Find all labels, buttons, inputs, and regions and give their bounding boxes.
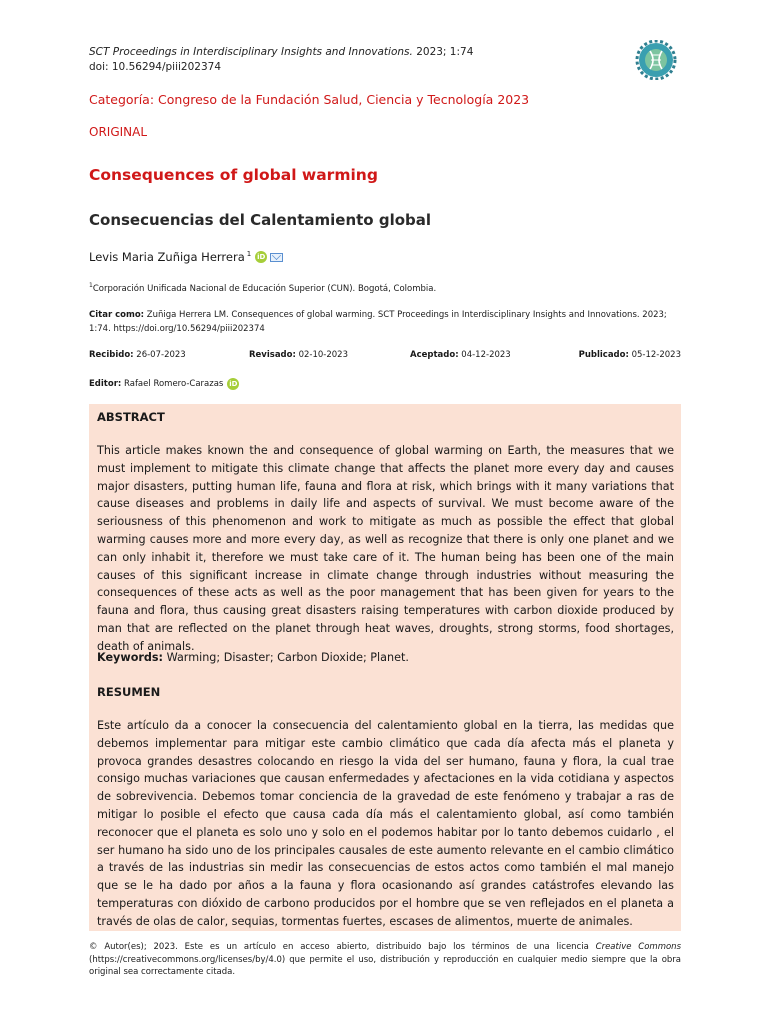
date-published (579, 350, 681, 360)
journal-header (89, 45, 473, 75)
keywords-text: Warming; Disaster; Carbon Dioxide; Planet. (166, 651, 409, 664)
article-type: ORIGINAL (89, 125, 148, 139)
keywords (97, 649, 674, 667)
citation (89, 308, 681, 336)
affiliation-mark: 1 (89, 282, 93, 289)
received-label: Recibido: (89, 350, 134, 360)
title-english: Consequences of global warming (89, 166, 378, 184)
editor-name: Rafael Romero-Carazas (124, 379, 224, 389)
license-name: Creative Commons (595, 942, 681, 952)
email-icon[interactable] (270, 253, 283, 262)
journal-issue: 2023; 1:74 (416, 46, 474, 58)
affiliation (89, 282, 436, 294)
received-value: 26-07-2023 (136, 350, 186, 360)
revised-label: Revisado: (249, 350, 296, 360)
editor-line (89, 378, 239, 390)
citation-label: Citar como: (89, 310, 145, 320)
journal-logo-gear-icon (634, 40, 678, 80)
keywords-label: Keywords: (97, 651, 164, 664)
author-line (89, 250, 283, 264)
editor-label: Editor: (89, 379, 122, 389)
license-text-a: © Autor(es); 2023. Este es un artículo en acceso abierto, distribuido bajo los términos de una licencia (89, 942, 589, 952)
date-accepted (410, 350, 511, 360)
published-value: 05-12-2023 (631, 350, 681, 360)
abstract-text: This article makes known the and consequence of global warming on Earth, the measures that we must implement to mitigate this climate change that affects the planet more every day and causes major disasters, putting human life, fauna and flora at risk, which brings with it many variations that cause diseases and problems in daily life and aspects of survival. We must become aware of the seriousness of this phenomenon and work to mitigate as much as possible the effect that global warming causes more and more every day, as well as recognize that there is only one planet and we can only inhabit it, therefore we must take care of it. The human being has been one of the main causes of this significant increase in climate change through industries without measuring the consequences of these acts as well as the poor management that has been given for years to the fauna and flora, thus causing great disasters raising temperatures with carbon dioxide produced by man that are reflected on the planet through heat waves, droughts, strong storms, food shortages, death of animals. (97, 444, 674, 653)
author-name: Levis Maria Zuñiga Herrera (89, 250, 245, 264)
orcid-icon[interactable]: iD (257, 253, 266, 261)
resumen-text: Este artículo da a conocer la consecuencia del calentamiento global en la tierra, las medidas que debemos implementar para mitigar este cambio climático que cada día afecta más el planeta y provoca grandes desastres colocando en riesgo la vida del ser humano, fauna y flora, la cual trae consigo muchas variaciones que causan enfermedades y afectaciones en la vida cotidiana y aspectos de sobrevivencia. Debemos tomar conciencia de la gravedad de este fenómeno y trabajar a ras de mitigar lo posible el efecto que causa cada día más el calentamiento global, así como también reconocer que el planeta es solo uno y solo en el podemos habitar por lo tanto debemos cuidarlo , el ser humano ha sido uno de los principales causales de este aumento relevante en el cambio climático a través de las industrias sin medir las consecuencias de estos actos como también el mal manejo que se le ha dado por años a la fauna y flora ocasionando así grandes catástrofes elevando las temperaturas con dióxido de carbono producidos por el hombre que se ven reflejados en el planeta a través de olas de calor, sequias, tormentas fuertes, escases de alimentos, muerte de animales. (97, 719, 674, 928)
published-label: Publicado: (578, 350, 629, 360)
revised-value: 02-10-2023 (298, 350, 348, 360)
affiliation-text: Corporación Unificada Nacional de Educación Superior (CUN). Bogotá, Colombia. (92, 283, 437, 294)
accepted-value: 04-12-2023 (461, 350, 511, 360)
abstract-box (89, 404, 681, 931)
resumen-heading: RESUMEN (97, 685, 161, 699)
date-revised (249, 350, 348, 360)
author-affiliation-mark: 1 (246, 250, 252, 258)
date-received (89, 350, 186, 360)
accepted-label: Aceptado: (410, 350, 459, 360)
license-footer (89, 941, 681, 979)
category-line: Categoría: Congreso de la Fundación Salud, Ciencia y Tecnología 2023 (89, 92, 530, 107)
license-text-b: (https://creativecommons.org/licenses/by/4.0) que permite el uso, distribución y reproducción en cualquier medio siempre que la obra original sea correctamente citada. (89, 954, 681, 977)
journal-name: SCT Proceedings in Interdisciplinary Insights and Innovations. (89, 46, 413, 58)
abstract-heading: ABSTRACT (97, 410, 165, 424)
citation-text: Zuñiga Herrera LM. Consequences of global warming. SCT Proceedings in Interdisciplinary Insights and Innovations. 2023; 1:74. https://doi.org/10.56294/piii202374 (89, 310, 667, 334)
editor-orcid-icon[interactable]: iD (229, 380, 238, 388)
title-spanish: Consecuencias del Calentamiento global (89, 211, 432, 229)
doi[interactable]: doi: 10.56294/piii202374 (89, 61, 222, 73)
